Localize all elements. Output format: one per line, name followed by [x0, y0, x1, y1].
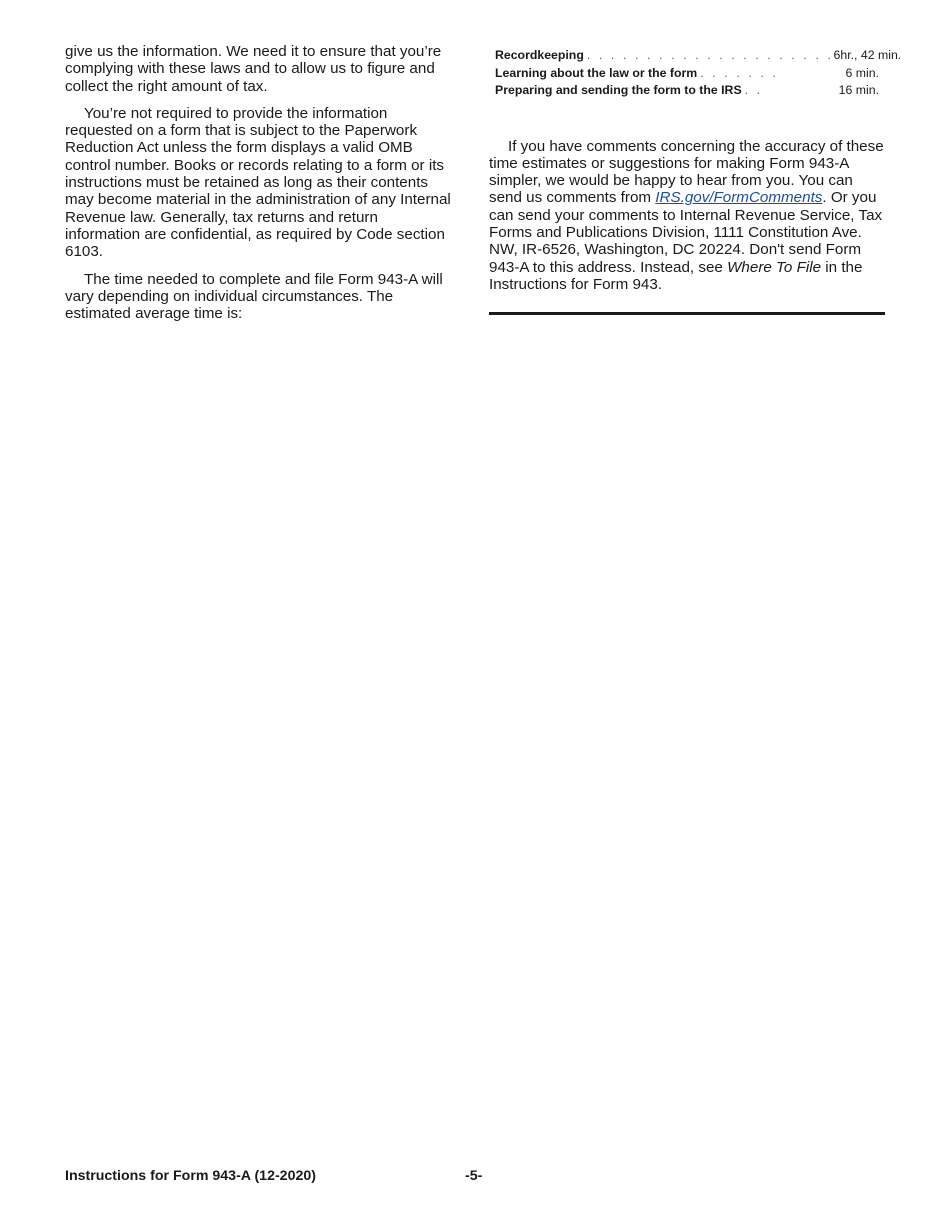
time-estimate-value: 16 min. [838, 83, 879, 97]
time-estimate-row [495, 48, 902, 66]
comments-text: in the Instructions for Form 943. [489, 258, 863, 293]
footer-form-title: Instructions for Form 943-A (12-2020) [65, 1168, 316, 1184]
paperwork-reduction-paragraph: You’re not required to provide the information requested on a form that is subject to the Paperwork Reduction Act unless the form displays a valid OMB control number. Books or records relating to a form or its instructions must be retained as long as their contents may become material in the administration of any Internal Revenue law. Generally, tax returns and return information are confidential, as required by Code section 6103. [65, 104, 451, 261]
footer-page-number: -5- [465, 1168, 483, 1184]
where-to-file-reference: Where To File [727, 258, 822, 276]
comments-text: . Or you can send your comments to Internal Revenue Service, Tax Forms and Publications Division, 1111 Constitution Ave. NW, IR-6526, Washington, DC 20224. Don't send Form 943-A to this address. Instead, see [489, 189, 883, 276]
info-paragraph: give us the information. We need it to ensure that you’re complying with these laws and to allow us to figure and collect the right amount of tax. [65, 43, 442, 95]
form-comments-link[interactable]: IRS.gov/FormComments [655, 189, 823, 207]
leader-dots: . . [744, 83, 763, 97]
time-estimate-row [495, 83, 879, 101]
time-estimate-value: 6hr., 42 min. [833, 48, 902, 62]
time-estimate-label: Preparing and sending the form to the IRS [495, 83, 742, 97]
comments-text: If you have comments concerning the accuracy of these time estimates or suggestions for making Form 943-A simpler, we would be happy to hear from you. You can send us comments from [489, 137, 884, 207]
time-estimate-table [495, 48, 902, 101]
time-estimate-label: Recordkeeping [495, 48, 584, 62]
right-column [489, 48, 902, 303]
time-needed-paragraph: The time needed to complete and file Form 943-A will vary depending on individual circumstances. The estimated average time is: [65, 270, 443, 323]
leader-dots: . . . . . . . [700, 65, 779, 80]
section-end-rule [489, 312, 885, 315]
time-estimate-value: 6 min. [845, 65, 879, 80]
time-estimate-label: Learning about the law or the form [495, 65, 698, 80]
comments-paragraph [489, 138, 885, 294]
time-estimate-row [495, 66, 879, 84]
leader-dots: . . . . . . . . . . . . . . . . . . . . . [586, 48, 834, 62]
left-column [65, 43, 457, 332]
